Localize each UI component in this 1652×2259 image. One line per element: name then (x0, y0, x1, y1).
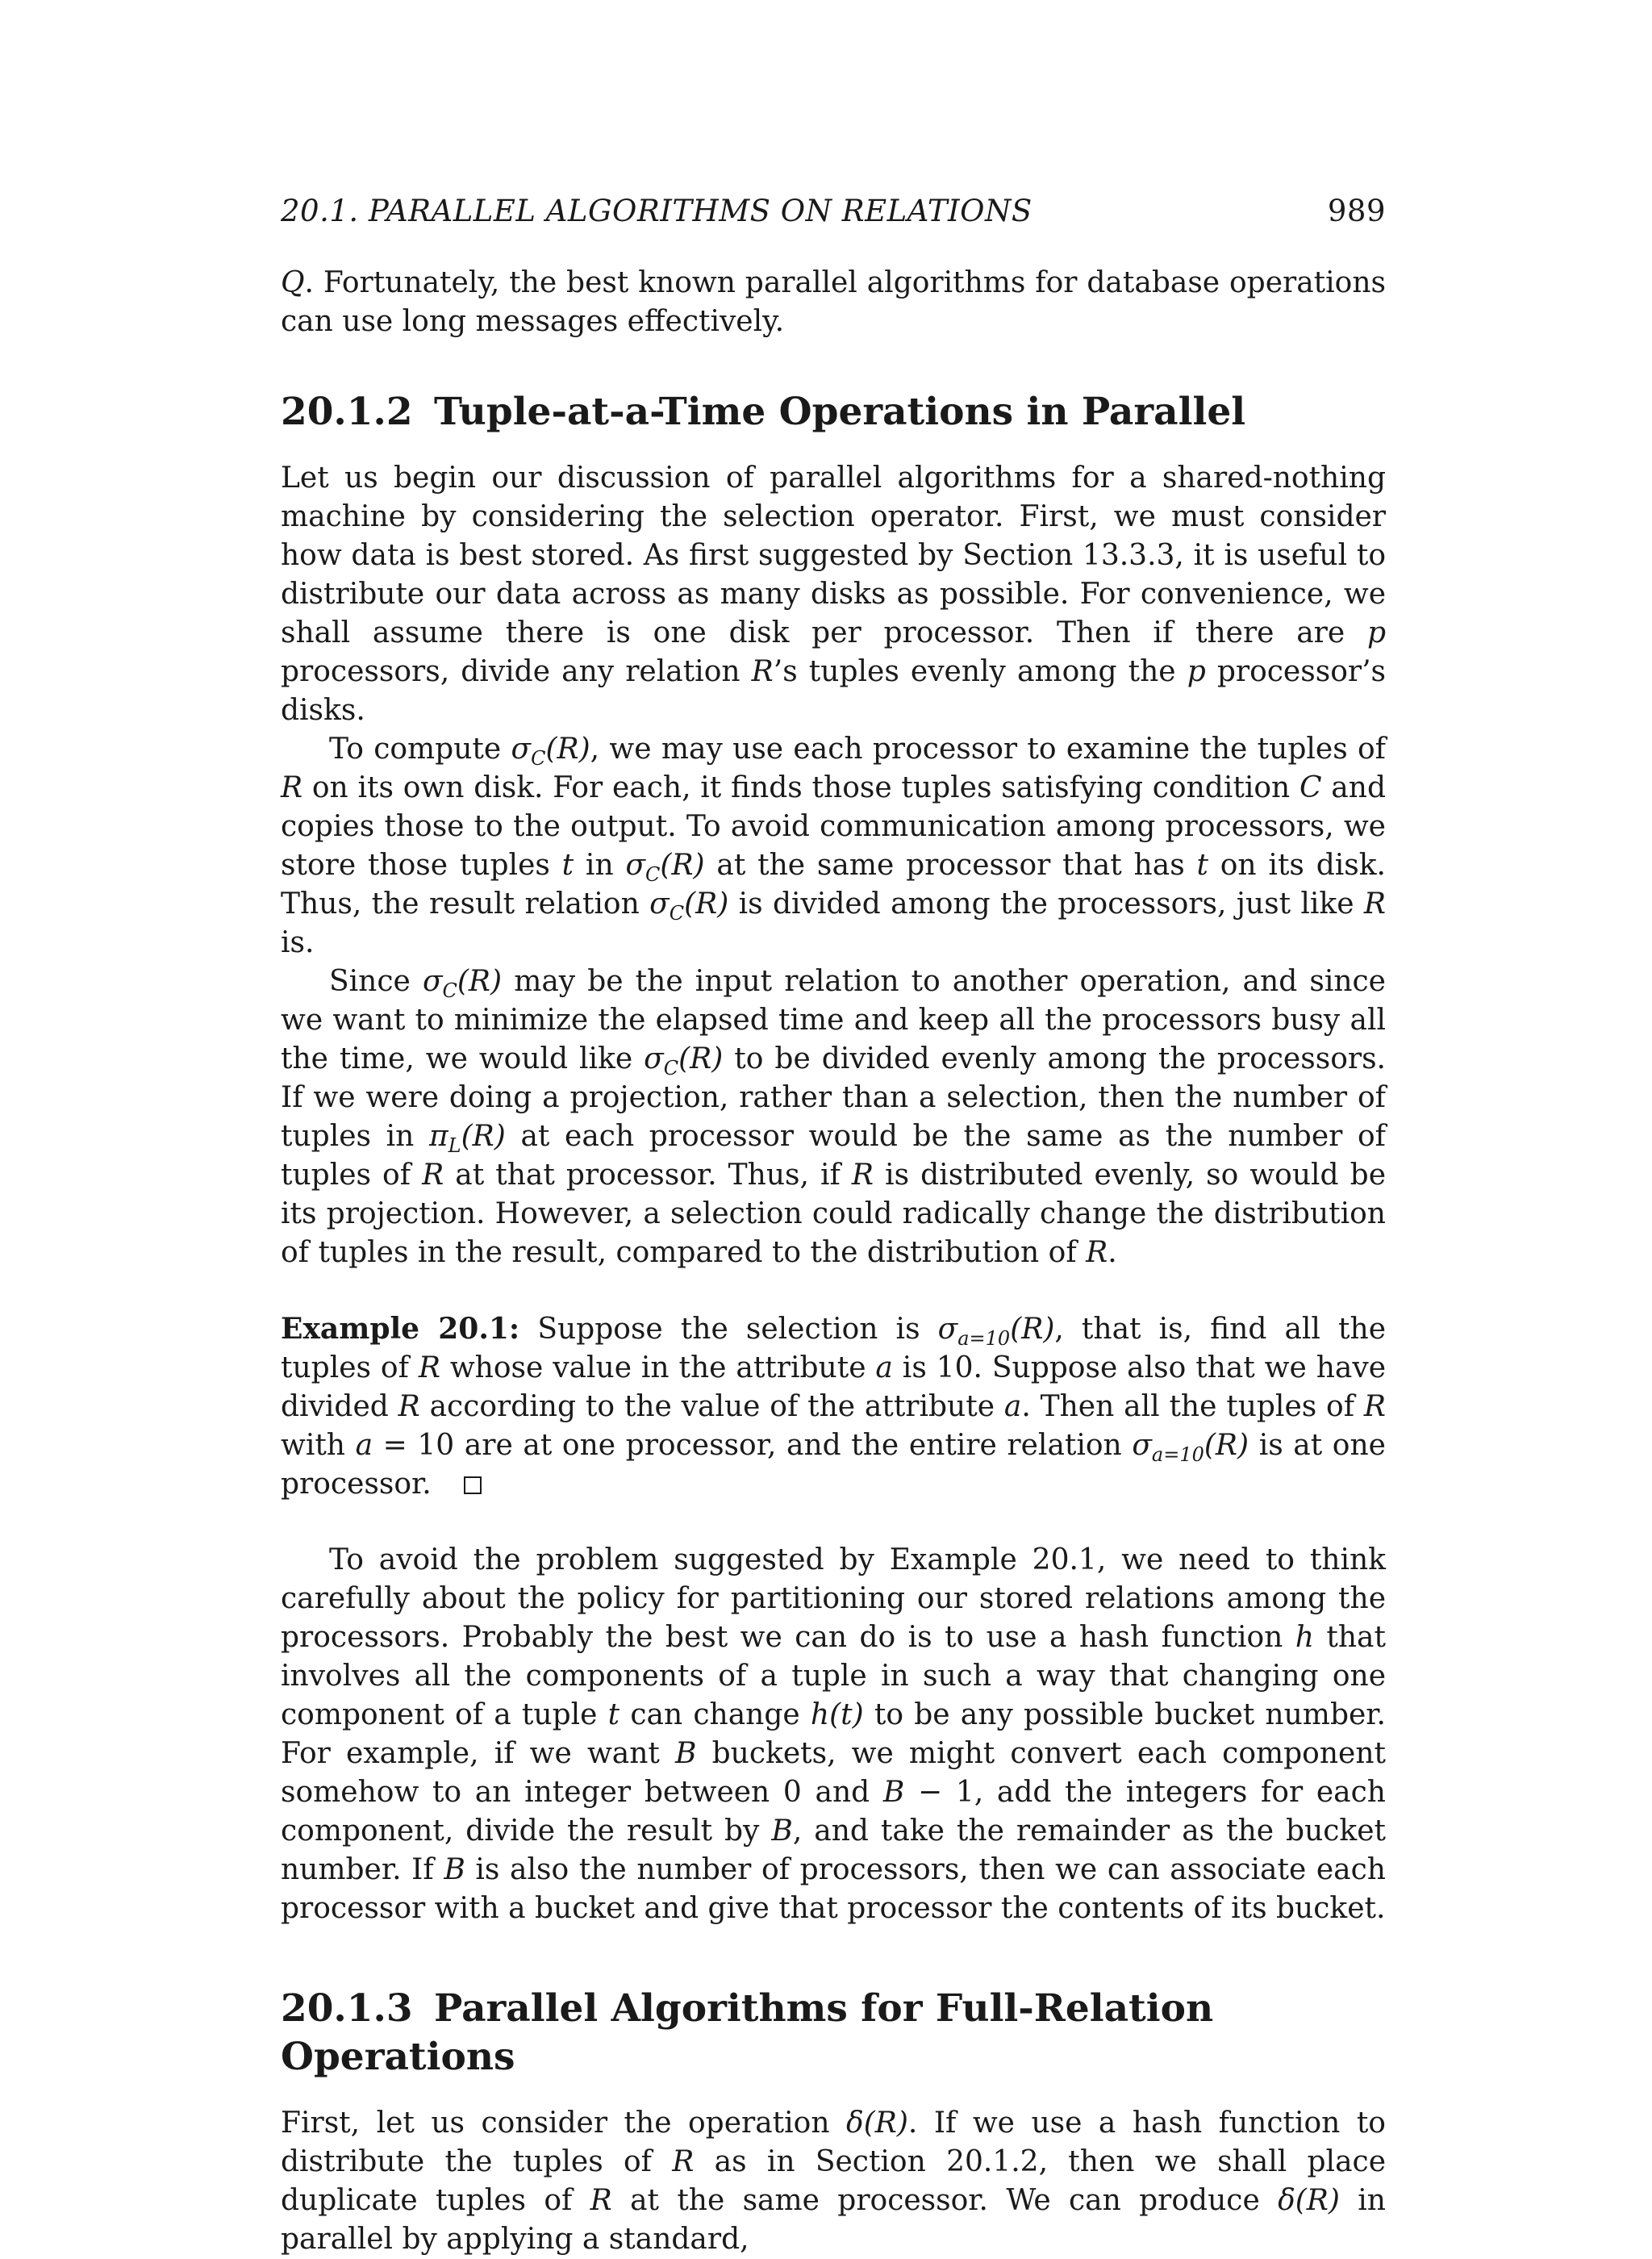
intro-paragraph: Q. Fortunately, the best known parallel algorithms for database operations can use long messages effectively. (281, 266, 1386, 338)
running-head (281, 194, 1386, 228)
example-label: Example 20.1: (281, 1312, 520, 1346)
running-head-title: 20.1. PARALLEL ALGORITHMS ON RELATIONS (281, 194, 1032, 228)
example-20-1: Example 20.1: Suppose the selection is $\sigma_{a=10}(R)$, that is, find all the tuples of R whose value in the attribute a is 10. Suppose also that we have divided R according to the value of the attribute a. Then all the tuples of R with a = 10 are at one processor, and the entire relation $\sigma_{a=10}(R)$ is at one processor. (281, 1312, 1387, 1501)
paragraph-even-division: Since $\sigma_C(R)$ may be the input relation to another operation, and since we want to minimize the elapsed time and keep all the processors busy all the time, we would like $\sigma_C(R)$ to be divided evenly among the processors. If we were doing a projection, rather than a selection, then the number of tuples in $\pi_L(R)$ at each processor would be the same as the number of tuples of R at that processor. Thus, if R is distributed evenly, so would be its projection. However, a selection could radically change the distribution of tuples in the result, compared to the distribution of R. (281, 965, 1387, 1269)
paragraph-selection-storage: Let us begin our discussion of parallel algorithms for a shared-nothing machine by considering the selection operator. First, we must consider how data is best stored. As first suggested by Section 13.3.3, it is useful to distribute our data across as many disks as possible. For convenience, we shall assume there is one disk per processor. Then if there are p processors, divide any relation R’s tuples evenly among the p processor’s disks. (281, 461, 1386, 727)
section-number: 20.1.3 (281, 1986, 413, 2031)
paragraph-duplicate-elimination: First, let us consider the operation δ(R). If we use a hash function to distribute the tuples of R as in Section 20.1.2, then we shall place duplicate tuples of R at the same processor. We can produce δ(R) in parallel by applying a standard, (281, 2107, 1386, 2256)
section-heading-20-1-3 (281, 1985, 1386, 2082)
section-title: Parallel Algorithms for Full-Relation Operations (281, 1986, 1214, 2079)
paragraph-compute-selection: To compute $\sigma_C(R)$, we may use each processor to examine the tuples of R on its own disk. For each, it finds those tuples satisfying condition C and copies those to the output. To avoid communication among processors, we store those tuples t in $\sigma_C(R)$ at the same processor that has t on its disk. Thus, the result relation $\sigma_C(R)$ is divided among the processors, just like R is. (281, 733, 1386, 959)
section-number: 20.1.2 (281, 390, 413, 434)
end-of-example-square-icon (464, 1476, 482, 1494)
section-heading-20-1-2 (281, 388, 1386, 436)
page (281, 194, 1386, 2259)
section-title: Tuple-at-a-Time Operations in Parallel (434, 390, 1246, 434)
page-number: 989 (1327, 194, 1386, 228)
paragraph-hash-partitioning: To avoid the problem suggested by Example 20.1, we need to think carefully about the policy for partitioning our stored relations among the processors. Probably the best we can do is to use a hash function h that involves all the components of a tuple in such a way that changing one component of a tuple t can change h(t) to be any possible bucket number. For example, if we want B buckets, we might convert each component somehow to an integer between 0 and B − 1, add the integers for each component, divide the result by B, and take the remainder as the bucket number. If B is also the number of processors, then we can associate each processor with a bucket and give that processor the contents of its bucket. (281, 1543, 1386, 1925)
